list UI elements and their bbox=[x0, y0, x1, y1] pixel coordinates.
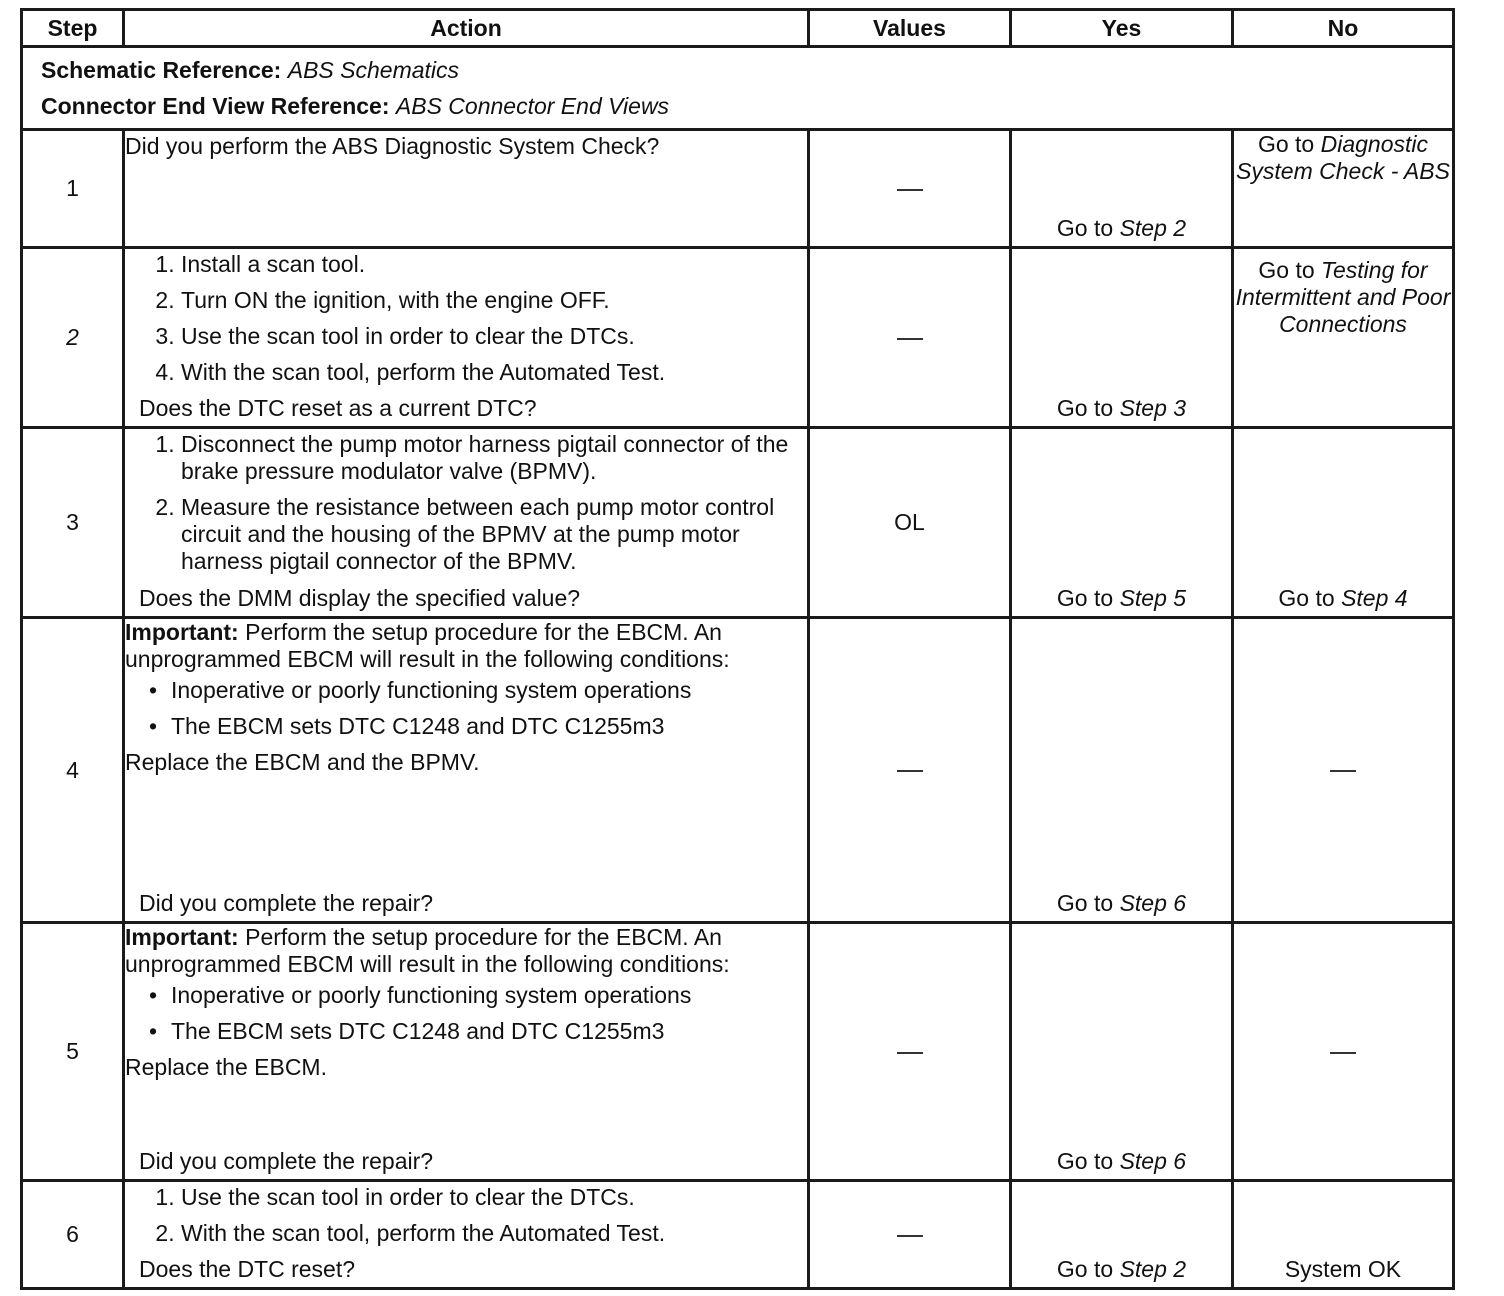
action-instruction: Replace the EBCM. bbox=[125, 1054, 327, 1080]
action-question: Did you complete the repair? bbox=[139, 1148, 434, 1174]
action-instruction: Replace the EBCM and the BPMV. bbox=[125, 749, 480, 775]
dash-mark bbox=[897, 770, 923, 772]
action-question: Does the DTC reset? bbox=[139, 1256, 356, 1282]
no-target-link: Diagnostic System Check - ABS bbox=[1236, 131, 1450, 184]
step-number: 1 bbox=[22, 130, 124, 248]
step-row-6 bbox=[22, 1181, 1454, 1289]
condition-bullet: • The EBCM sets DTC C1248 and DTC C1255m3 bbox=[149, 1018, 665, 1044]
step-number: 3 bbox=[22, 428, 124, 618]
step-row-3 bbox=[22, 428, 1454, 618]
action-cell bbox=[124, 428, 809, 618]
value-cell bbox=[809, 923, 1011, 1181]
yes-action[interactable]: Go to Step 5 bbox=[1056, 585, 1187, 611]
yes-cell bbox=[1011, 923, 1233, 1181]
references-cell bbox=[22, 47, 1454, 130]
yes-action[interactable]: Go to Step 3 bbox=[1056, 395, 1187, 421]
action-item: 3. Use the scan tool in order to clear the DTCs. bbox=[181, 323, 807, 350]
schematic-reference bbox=[41, 52, 1434, 88]
no-cell bbox=[1233, 428, 1454, 618]
header-values: Values bbox=[809, 10, 1011, 47]
condition-bullet: • Inoperative or poorly functioning system operations bbox=[149, 982, 692, 1008]
no-cell[interactable]: Go to Diagnostic System Check - ABS bbox=[1233, 130, 1454, 248]
action-item: 1. Disconnect the pump motor harness pigtail connector of the brake pressure modulator valve (BPMV). bbox=[181, 431, 807, 485]
schematic-reference-link[interactable]: ABS Schematics bbox=[287, 57, 460, 83]
step-row-4 bbox=[22, 618, 1454, 923]
step-number: 4 bbox=[22, 618, 124, 923]
value-cell bbox=[809, 130, 1011, 248]
dash-mark bbox=[897, 1235, 923, 1237]
dash-mark bbox=[897, 189, 923, 191]
action-cell bbox=[124, 923, 809, 1181]
yes-action[interactable]: Go to Step 2 bbox=[1056, 1256, 1187, 1282]
important-note bbox=[125, 619, 807, 673]
connector-reference-label: Connector End View Reference: bbox=[41, 93, 390, 119]
connector-reference-link[interactable]: ABS Connector End Views bbox=[395, 93, 670, 119]
action-item: 2. Measure the resistance between each pump motor control circuit and the housing of the BPMV at the pump motor harness pigtail connector of the BPMV. bbox=[181, 494, 807, 575]
yes-cell bbox=[1011, 618, 1233, 923]
action-cell bbox=[124, 248, 809, 428]
action-cell bbox=[124, 1181, 809, 1289]
dash-mark bbox=[1330, 1052, 1356, 1054]
header-no: No bbox=[1233, 10, 1454, 47]
value-cell bbox=[809, 248, 1011, 428]
step-number: 5 bbox=[22, 923, 124, 1181]
step-row-5 bbox=[22, 923, 1454, 1181]
diagnostic-table bbox=[20, 8, 1455, 1290]
value-cell bbox=[809, 1181, 1011, 1289]
action-question: Does the DMM display the specified value? bbox=[139, 585, 581, 611]
action-question: Does the DTC reset as a current DTC? bbox=[139, 395, 537, 421]
schematic-reference-label: Schematic Reference: bbox=[41, 57, 282, 83]
yes-cell bbox=[1011, 1181, 1233, 1289]
step-row-2 bbox=[22, 248, 1454, 428]
step-number: 6 bbox=[22, 1181, 124, 1289]
important-label: Important: bbox=[125, 924, 239, 950]
value-cell bbox=[809, 618, 1011, 923]
action-cell bbox=[124, 130, 809, 248]
important-text: Perform the setup procedure for the EBCM. An unprogrammed EBCM will result in the following conditions: bbox=[125, 924, 730, 977]
action-cell bbox=[124, 618, 809, 923]
reference-row bbox=[22, 47, 1454, 130]
condition-bullet: • Inoperative or poorly functioning system operations bbox=[149, 677, 692, 703]
no-target-link: Testing for Intermittent and Poor Connections bbox=[1235, 257, 1451, 337]
action-item: 2. Turn ON the ignition, with the engine OFF. bbox=[181, 287, 807, 314]
value-cell: OL bbox=[809, 428, 1011, 618]
no-result: System OK bbox=[1284, 1256, 1402, 1282]
action-item: 1. Use the scan tool in order to clear the DTCs. bbox=[181, 1184, 807, 1211]
dash-mark bbox=[897, 1052, 923, 1054]
no-cell bbox=[1233, 923, 1454, 1181]
dash-mark bbox=[897, 338, 923, 340]
yes-action[interactable]: Go to Step 2 bbox=[1056, 215, 1187, 241]
yes-action[interactable]: Go to Step 6 bbox=[1056, 1148, 1187, 1174]
step-row-1 bbox=[22, 130, 1454, 248]
action-question: Did you perform the ABS Diagnostic System Check? bbox=[125, 133, 660, 159]
header-action: Action bbox=[124, 10, 809, 47]
header-step: Step bbox=[22, 10, 124, 47]
connector-reference bbox=[41, 88, 1434, 124]
important-label: Important: bbox=[125, 619, 239, 645]
important-note bbox=[125, 924, 807, 978]
yes-cell bbox=[1011, 428, 1233, 618]
step-number: 2 bbox=[22, 248, 124, 428]
condition-bullet: • The EBCM sets DTC C1248 and DTC C1255m3 bbox=[149, 713, 665, 739]
header-yes: Yes bbox=[1011, 10, 1233, 47]
important-text: Perform the setup procedure for the EBCM. An unprogrammed EBCM will result in the following conditions: bbox=[125, 619, 730, 672]
dash-mark bbox=[1330, 770, 1356, 772]
yes-cell bbox=[1011, 130, 1233, 248]
action-question: Did you complete the repair? bbox=[139, 890, 434, 916]
no-cell bbox=[1233, 618, 1454, 923]
no-cell bbox=[1233, 1181, 1454, 1289]
yes-action[interactable]: Go to Step 6 bbox=[1056, 890, 1187, 916]
action-item: 4. With the scan tool, perform the Automated Test. bbox=[181, 359, 807, 386]
action-item: 2. With the scan tool, perform the Automated Test. bbox=[181, 1220, 807, 1247]
action-item: 1. Install a scan tool. bbox=[181, 251, 807, 278]
yes-cell bbox=[1011, 248, 1233, 428]
no-action[interactable]: Go to Step 4 bbox=[1278, 585, 1408, 611]
header-row bbox=[22, 10, 1454, 47]
no-cell[interactable]: Go to Testing for Intermittent and Poor Connections bbox=[1233, 248, 1454, 428]
